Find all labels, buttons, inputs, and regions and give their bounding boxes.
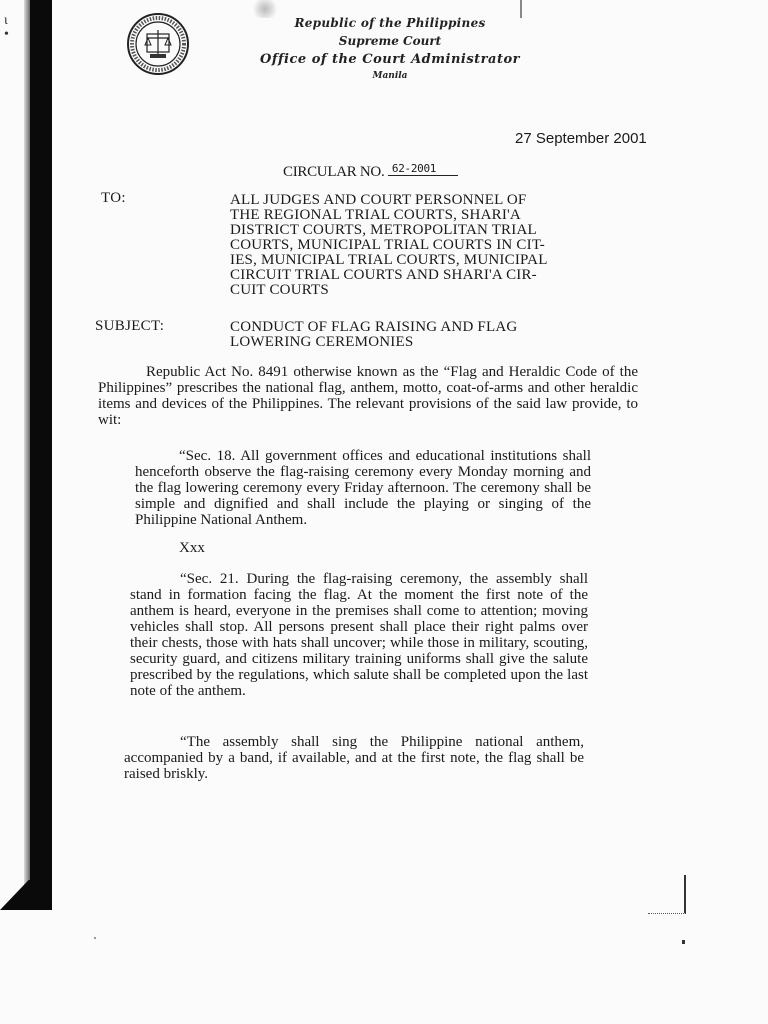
section-18-quote: “Sec. 18. All government offices and educational institutions shall henceforth observe the flag-raising ceremony every Monday morning and the flag lowering ceremony every Friday afternoon. The ceremony shall be simple and dignified and shall include the playing or singing of the Philippine National Anthem. bbox=[135, 448, 591, 528]
omission-mark: Xxx bbox=[179, 540, 205, 556]
subject-text bbox=[230, 320, 602, 350]
subject-line: LOWERING CEREMONIES bbox=[230, 334, 414, 350]
to-line: CUIT COURTS bbox=[230, 282, 329, 298]
to-line: COURTS, MUNICIPAL TRIAL COURTS IN CIT- bbox=[230, 237, 545, 253]
letterhead-supreme-court: Supreme Court bbox=[338, 34, 442, 48]
circular-heading bbox=[283, 162, 458, 181]
scan-speck bbox=[94, 937, 96, 939]
letterhead-office: Office of the Court Administrator bbox=[260, 52, 520, 67]
letterhead-republic: Republic of the Philippines bbox=[294, 16, 486, 30]
letterhead-city: Manila bbox=[372, 71, 408, 81]
subject-line: CONDUCT OF FLAG RAISING AND FLAG bbox=[230, 319, 518, 335]
court-seal-icon bbox=[126, 12, 190, 76]
section-21-quote: “Sec. 21. During the flag-raising ceremony, the assembly shall stand in formation facing the flag. At the moment the first note of the anthem is heard, everyone in the premises shall come to attention; moving vehicles shall stop. All persons present shall place their right palms over their chests, those with hats shall uncover; while those in military, scouting, security guard, and citizens military training uniforms shall give the salute prescribed by the regulations, which salute shall be completed upon the last note of the anthem. bbox=[130, 571, 588, 699]
scan-edge-foot bbox=[0, 880, 52, 910]
to-line: THE REGIONAL TRIAL COURTS, SHARI'A bbox=[230, 207, 521, 223]
to-label: TO: bbox=[101, 190, 126, 206]
margin-mark bbox=[648, 875, 686, 914]
to-addressees bbox=[230, 193, 602, 298]
scan-edge-marks: ɩ • bbox=[4, 13, 9, 42]
scan-edge bbox=[30, 0, 52, 908]
to-line: CIRCUIT TRIAL COURTS AND SHARI'A CIR- bbox=[230, 267, 537, 283]
to-line: IES, MUNICIPAL TRIAL COURTS, MUNICIPAL bbox=[230, 252, 548, 268]
subject-label: SUBJECT: bbox=[95, 318, 165, 334]
section-21-anthem-quote: “The assembly shall sing the Philippine national anthem, accompanied by a band, if available, and at the first note, the flag shall be raised briskly. bbox=[124, 734, 584, 782]
to-line: DISTRICT COURTS, METROPOLITAN TRIAL bbox=[230, 222, 537, 238]
circular-label: CIRCULAR NO. bbox=[283, 164, 385, 180]
circular-number: 62-2001 bbox=[388, 162, 458, 176]
scan-speck bbox=[682, 940, 685, 944]
intro-paragraph: Republic Act No. 8491 otherwise known as the “Flag and Heraldic Code of the Philippines” prescribes the national flag, anthem, motto, coat-of-arms and other heraldic items and devices of the Philippines. The relevant provisions of the said law provide, to wit: bbox=[98, 364, 638, 428]
to-line: ALL JUDGES AND COURT PERSONNEL OF bbox=[230, 192, 527, 208]
document-date: 27 September 2001 bbox=[515, 130, 647, 147]
letterhead bbox=[240, 14, 540, 82]
